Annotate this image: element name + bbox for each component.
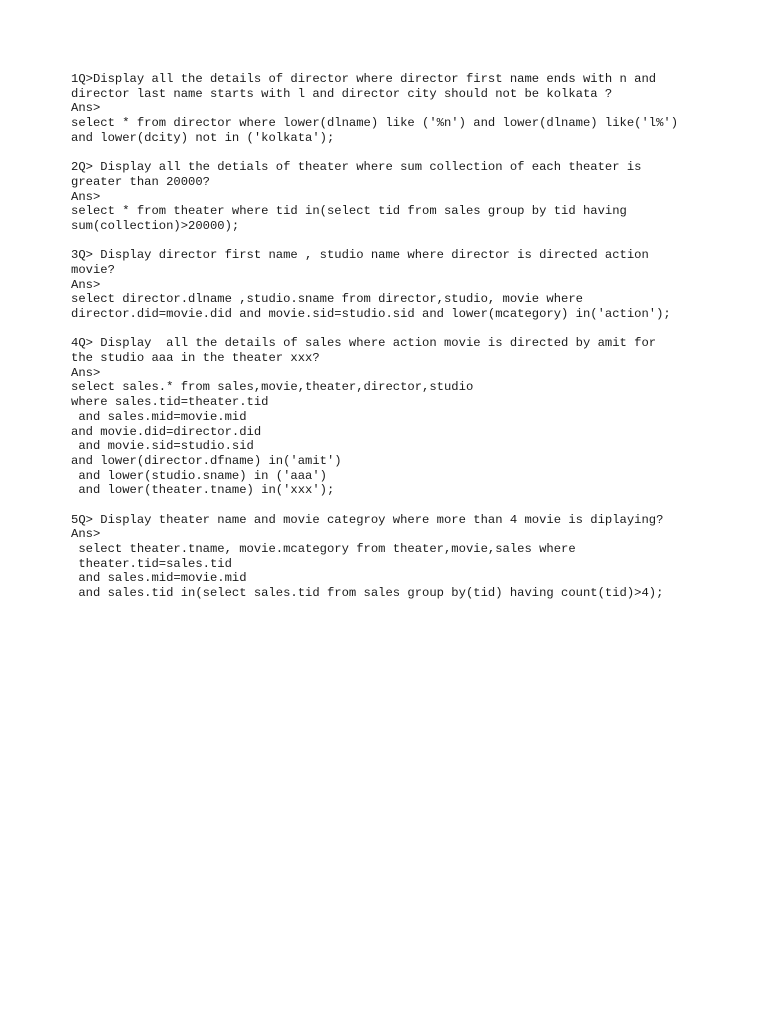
question-line: 3Q> Display director first name , studio name where director is directed action (71, 248, 649, 263)
answer-line: sum(collection)>20000); (71, 218, 240, 233)
answer-line: where sales.tid=theater.tid (71, 395, 269, 410)
answer-label: Ans> (71, 101, 101, 116)
qa-section-2 (71, 160, 731, 233)
question-line: director last name starts with l and director city should not be kolkata ? (71, 86, 613, 101)
qa-section-5 (71, 513, 731, 601)
question-line: 2Q> Display all the detials of theater where sum collection of each theater is (71, 160, 642, 175)
qa-section-3 (71, 248, 731, 321)
answer-line: and lower(theater.tname) in('xxx'); (71, 483, 335, 498)
answer-line: and movie.did=director.did (71, 424, 262, 439)
answer-line: select sales.* from sales,movie,theater,director,studio (71, 380, 474, 395)
answer-line: and sales.mid=movie.mid (71, 409, 247, 424)
answer-line: select * from director where lower(dlname) like ('%n') and lower(dlname) like('l%') (71, 116, 679, 131)
answer-label: Ans> (71, 189, 101, 204)
question-line: the studio aaa in the theater xxx? (71, 351, 320, 366)
answer-line: and lower(director.dfname) in('amit') (71, 453, 342, 468)
answer-label: Ans> (71, 527, 101, 542)
answer-line: and sales.tid in(select sales.tid from sales group by(tid) having count(tid)>4); (71, 586, 664, 601)
qa-section-1 (71, 72, 731, 145)
answer-line: and lower(dcity) not in ('kolkata'); (71, 130, 335, 145)
answer-line: theater.tid=sales.tid (71, 556, 232, 571)
question-line: greater than 20000? (71, 174, 210, 189)
question-line: 5Q> Display theater name and movie categroy where more than 4 movie is diplaying? (71, 512, 664, 527)
answer-line: and lower(studio.sname) in ('aaa') (71, 468, 327, 483)
document-content (71, 72, 731, 615)
answer-line: and sales.mid=movie.mid (71, 571, 247, 586)
question-line: 4Q> Display all the details of sales where action movie is directed by amit for (71, 336, 657, 351)
answer-line: select * from theater where tid in(select tid from sales group by tid having (71, 204, 627, 219)
answer-line: director.did=movie.did and movie.sid=studio.sid and lower(mcategory) in('action'); (71, 307, 671, 321)
answer-label: Ans> (71, 365, 101, 380)
answer-line: and movie.sid=studio.sid (71, 439, 254, 454)
question-line: 1Q>Display all the details of director where director first name ends with n and (71, 72, 657, 86)
answer-line: select director.dlname ,studio.sname from director,studio, movie where (71, 292, 583, 307)
answer-label: Ans> (71, 277, 101, 292)
question-line: movie? (71, 262, 115, 277)
qa-section-4 (71, 336, 731, 498)
answer-line: select theater.tname, movie.mcategory from theater,movie,sales where (71, 542, 576, 556)
